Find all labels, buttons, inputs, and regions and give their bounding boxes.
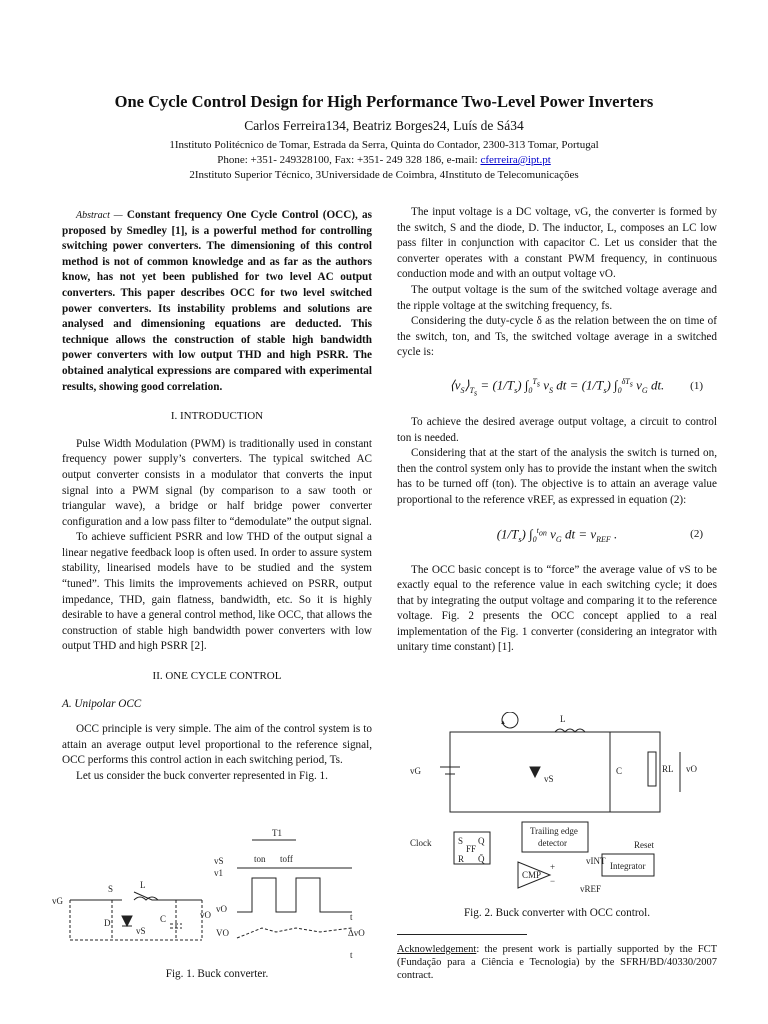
left-column — [62, 208, 372, 785]
contact-text: Phone: +351- 249328100, Fax: +351- 249 328 186, e-mail: — [217, 154, 481, 166]
fig2-vg-label: vG — [410, 766, 421, 776]
figure-2-occ-circuit — [410, 712, 710, 902]
equation-2-number: (2) — [690, 527, 703, 540]
fig2-plus-label: + — [550, 862, 556, 872]
fig2-cmp-label: CMP — [522, 870, 542, 880]
right-paragraph-3: Considering the duty-cycle δ as the relation between the on time of the switch, ton, and Ts, the switched voltage average in a switched cycle is: — [397, 315, 717, 359]
fig1-t-label-2: t — [350, 950, 353, 960]
fig1-v1-axis-label: v1 — [214, 868, 223, 878]
right-paragraph-2: The output voltage is the sum of the switched voltage average and the ripple voltage at the switching frequency, fs. — [397, 283, 717, 312]
footnote-rule — [397, 934, 527, 935]
fig2-qbar-label: Q̄ — [478, 854, 485, 864]
equation-1-number: (1) — [690, 379, 703, 392]
fig2-l-label: L — [560, 714, 566, 724]
fig2-s-label: S — [458, 836, 464, 846]
fig1-vg-label: vG — [52, 896, 63, 906]
right-paragraph-4: To achieve the desired average output voltage, a circuit to control ton is needed. — [397, 415, 717, 444]
section-1-heading: I. INTRODUCTION — [170, 410, 264, 423]
section-2-heading: II. ONE CYCLE CONTROL — [152, 670, 282, 683]
fig1-c-label: C — [160, 914, 167, 924]
right-paragraph-6: The OCC basic concept is to “force” the average value of vS to be exactly equal to the reference value in each switching cycle; it does that by integrating the output voltage and comparing it to the reference voltage. Fig. 2 presents the OCC concept applied to a real implementation of the Fig. 1 converter (considering an integrator with unitary time constant) [1]. — [397, 563, 717, 654]
intro-paragraph-1: Pulse Width Modulation (PWM) is traditionally used in constant frequency power supply’s converters. The typical switched AC output converter consists in a modulator that converts the input signal into a PWM signal (by comparison to a saw tooth or triangular wave), a bridge or half bridge power converter configuration and a low pass filter to “demodulate” the output signal. — [62, 437, 372, 528]
abstract-label: Abstract — — [76, 210, 123, 221]
abstract-text: Constant frequency One Cycle Control (OCC), as proposed by Smedley [1], is a powerful method for controlling switching power converters. The dimensioning of this control method is not of common knowledge and as far as the authors know, has not yet been published for two level AC output converters. This paper describes OCC for two level switched power converters. Its instability problems and solutions are analysed and dimensioning equations are deducted. This technique allows the construction of stable high bandwidth power converters with low output THD and high PSRR. The obtained analytical expressions are compared with experimental results, showing good correlation. — [62, 209, 373, 393]
occ-paragraph-2: Let us consider the buck converter represented in Fig. 1. — [76, 770, 328, 782]
fig1-vo-label: vO — [200, 910, 211, 920]
fig2-vo-label: vO — [686, 764, 697, 774]
fig2-clock-label: Clock — [410, 838, 432, 848]
fig2-rl-label: RL — [662, 764, 674, 774]
fig2-vint-label: vINT — [586, 856, 606, 866]
fig2-ted-label-2: detector — [538, 838, 567, 848]
figure-1-buck-converter — [52, 828, 374, 963]
fig2-q-label: Q — [478, 836, 485, 846]
fig1-dvo-label: ΔvO — [348, 928, 365, 938]
fig1-vo-axis-label: vO — [216, 904, 227, 914]
fig1-toff-label: toff — [280, 854, 293, 864]
fig1-VO-axis-label: VO — [216, 928, 229, 938]
equation-2: $(1/T_s)$ $\int_0^{t_{on}}$ $v_G$ dt = $v_{REF}$ . (2) — [496, 526, 703, 545]
fig1-vs-axis-label: vS — [214, 856, 224, 866]
fig1-ton-label: ton — [254, 854, 266, 864]
subsection-a-heading: A. Unipolar OCC — [62, 697, 142, 710]
acknowledgement-label: Acknowledgement — [397, 944, 477, 955]
affiliation-1: 1Instituto Politécnico de Tomar, Estrada da Serra, Quinta do Contador, 2300-313 Tomar, Portugal — [169, 139, 599, 151]
occ-paragraph-1: OCC principle is very simple. The aim of the control system is to attain an average output level proportional to the reference signal, OCC performs this control action in each switching period, Ts. — [62, 723, 372, 767]
fig2-ff-label: FF — [466, 844, 477, 854]
fig2-r-label: R — [458, 854, 465, 864]
right-column — [397, 205, 717, 656]
affiliation-2: 2Instituto Superior Técnico, 3Universidade de Coimbra, 4Instituto de Telecomunicações — [189, 169, 579, 181]
abstract — [62, 208, 372, 395]
acknowledgement — [397, 943, 717, 982]
fig1-t-label-1: t — [350, 912, 353, 922]
email-link[interactable]: cferreira@ipt.pt — [480, 154, 551, 166]
acknowledgement-text: : the present work is partially supported by the FCT (Fundação para a Ciência e Tecnologia) by the SFRH/BD/40330/2007 contract. — [397, 944, 717, 981]
figure-2-caption: Fig. 2. Buck converter with OCC control. — [463, 907, 651, 919]
figure-1-caption: Fig. 1. Buck converter. — [165, 968, 269, 980]
fig1-s-label: S — [108, 884, 114, 894]
fig1-t1-label: T1 — [272, 828, 282, 838]
fig1-d-label: D — [104, 918, 111, 928]
fig2-vref-label: vREF — [580, 884, 602, 894]
paper-title: One Cycle Control Design for High Performance Two-Level Power Inverters — [114, 92, 654, 111]
fig2-vs-label: vS — [544, 774, 554, 784]
fig2-switch-symbol: ▲ — [500, 720, 506, 726]
right-paragraph-1: The input voltage is a DC voltage, vG, the converter is formed by the switch, S and the diode, D. The inductor, L, composes an LC low pass filter in conjunction with capacitor C. Let us consider that the converter operates with a constant PWM frequency, in continuous conduction mode and with an output voltage vO. — [397, 206, 717, 281]
intro-paragraph-2: To achieve sufficient PSRR and low THD of the output signal a linear negative feedback loop is often used. In order to assure system stability, linearised models have to be studied and the system “tuned”. This limits the improvements achieved on PSRR, output impedance, THD, gain flatness, bandwidth, etc. So it is highly desirable to have a general control method, like OCC, that allows the construction of stable high bandwidth power converters with low output THD and high PSRR [2]. — [62, 531, 372, 653]
right-paragraph-5: Considering that at the start of the analysis the switch is turned on, then the control system only has to provide the instant when the switch has to be turned off (ton). The objective is to attain an average value proportional to the reference vREF, as expressed in equation (2): — [397, 447, 717, 506]
fig2-integrator-label: Integrator — [610, 861, 646, 871]
equation-1: $⟨v_S⟩_{T_s} = (1/T_s)$ $\int_0^{T_s}$ $v_S$ dt = $(1/T_s)$ $\int_0^{\delta T_s}$ $v_G$ dt. (1) — [449, 377, 703, 398]
authors: Carlos Ferreira134, Beatriz Borges24, Luís de Sá34 — [244, 118, 524, 133]
fig1-l-label: L — [140, 880, 146, 890]
fig2-minus-label: − — [550, 876, 556, 886]
fig2-c-label: C — [616, 766, 623, 776]
contact-line — [0, 153, 768, 168]
fig2-ted-label-1: Trailing edge — [530, 826, 578, 836]
fig2-reset-label: Reset — [634, 840, 654, 850]
fig1-vs-label: vS — [136, 926, 146, 936]
